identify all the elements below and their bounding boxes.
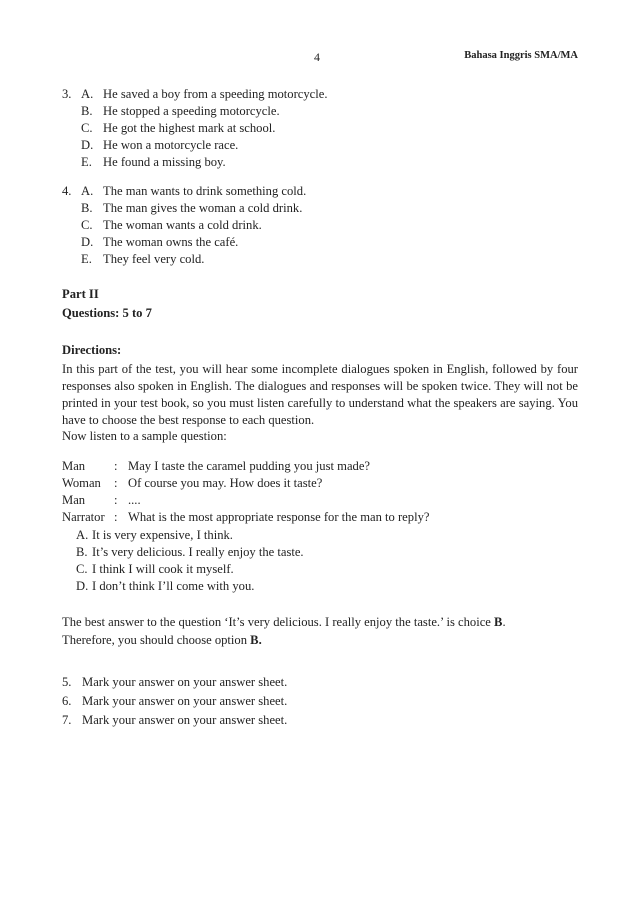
option-text: He found a missing boy.: [103, 155, 226, 169]
explanation-text: Therefore, you should choose option: [62, 633, 251, 647]
option-text: He stopped a speeding motorcycle.: [103, 104, 280, 118]
option-letter: E.: [81, 252, 92, 266]
option-b: [81, 201, 303, 218]
option-letter: D.: [76, 579, 89, 593]
answer-item: [62, 694, 462, 711]
answer-text: Mark your answer on your answer sheet.: [82, 694, 288, 708]
option-text: It’s very delicious. I really enjoy the taste.: [92, 545, 304, 559]
answer-choice: B: [494, 615, 503, 629]
questions-range: Questions: 5 to 7: [62, 306, 152, 320]
option-text: He saved a boy from a speeding motorcycle.: [103, 87, 328, 101]
option-letter: A.: [81, 184, 94, 198]
dialogue-line: [62, 510, 542, 527]
dialogue-line: [62, 459, 542, 476]
colon: :: [114, 510, 118, 524]
speaker: Man: [62, 493, 86, 507]
answer-item: [62, 675, 462, 692]
page-header: [0, 50, 638, 66]
option-letter: C.: [81, 121, 93, 135]
speaker: Narrator: [62, 510, 105, 524]
option-b: [81, 104, 281, 121]
utterance: ....: [128, 493, 141, 507]
option-text: I think I will cook it myself.: [92, 562, 234, 576]
explanation-text: The best answer to the question ‘It’s very delicious. I really enjoy the taste.’ is choice: [62, 615, 495, 629]
page-number: 4: [314, 50, 320, 64]
explanation-line-1: [62, 615, 506, 630]
explanation-punct: .: [502, 615, 506, 629]
option-d: [81, 138, 281, 155]
option-letter: C.: [81, 218, 93, 232]
option-letter: D.: [81, 138, 94, 152]
option-text: The woman owns the café.: [103, 235, 239, 249]
sample-intro: Now listen to a sample question:: [62, 429, 227, 443]
question-number: 3.: [62, 87, 72, 101]
answer-text: Mark your answer on your answer sheet.: [82, 713, 288, 727]
option-text: It is very expensive, I think.: [92, 528, 233, 542]
speaker: Man: [62, 459, 86, 473]
option-c: [81, 218, 281, 235]
answer-text: Mark your answer on your answer sheet.: [82, 675, 288, 689]
option-text: The man gives the woman a cold drink.: [103, 201, 303, 215]
option-text: He won a motorcycle race.: [103, 138, 239, 152]
option-text: I don’t think I’ll come with you.: [92, 579, 255, 593]
directions-text: In this part of the test, you will hear some incomplete dialogues spoken in English, followed by four responses also spoken in English. The dialogues and responses will be spoken twice. They will not be printed in your test book, so you must listen carefully to understand what the speakers are saying. You have to choose the best response to each question.: [62, 362, 578, 427]
part-title: Part II: [62, 287, 99, 301]
dialogue-line: [62, 493, 542, 510]
answer-choice: B.: [250, 633, 262, 647]
option-letter: C.: [76, 562, 88, 576]
answer-number: 7.: [62, 713, 72, 727]
sample-option-c: [76, 562, 476, 579]
dialogue-line: [62, 476, 542, 493]
option-a: [81, 184, 307, 201]
option-letter: A.: [81, 87, 94, 101]
question-number: 4.: [62, 184, 72, 198]
option-letter: B.: [81, 201, 93, 215]
option-letter: A.: [76, 528, 89, 542]
sample-option-d: [76, 579, 476, 596]
option-text: They feel very cold.: [103, 252, 205, 266]
option-letter: E.: [81, 155, 92, 169]
option-d: [81, 235, 281, 252]
colon: :: [114, 493, 118, 507]
option-a: [81, 87, 328, 104]
answer-item: [62, 713, 462, 730]
answer-number: 5.: [62, 675, 72, 689]
option-text: The woman wants a cold drink.: [103, 218, 262, 232]
explanation-line-2: [62, 633, 262, 648]
colon: :: [114, 476, 118, 490]
option-letter: B.: [76, 545, 88, 559]
directions-heading: Directions:: [62, 343, 122, 357]
utterance: What is the most appropriate response for the man to reply?: [128, 510, 430, 524]
option-letter: D.: [81, 235, 94, 249]
sample-option-b: [76, 545, 476, 562]
colon: :: [114, 459, 118, 473]
book-title: Bahasa Inggris SMA/MA: [464, 50, 578, 61]
sample-option-a: [76, 528, 476, 545]
speaker: Woman: [62, 476, 101, 490]
utterance: May I taste the caramel pudding you just made?: [128, 459, 371, 473]
utterance: Of course you may. How does it taste?: [128, 476, 323, 490]
option-text: The man wants to drink something cold.: [103, 184, 307, 198]
option-letter: B.: [81, 104, 93, 118]
option-e: [81, 252, 281, 269]
option-text: He got the highest mark at school.: [103, 121, 276, 135]
answer-number: 6.: [62, 694, 72, 708]
option-c: [81, 121, 281, 138]
option-e: [81, 155, 281, 172]
